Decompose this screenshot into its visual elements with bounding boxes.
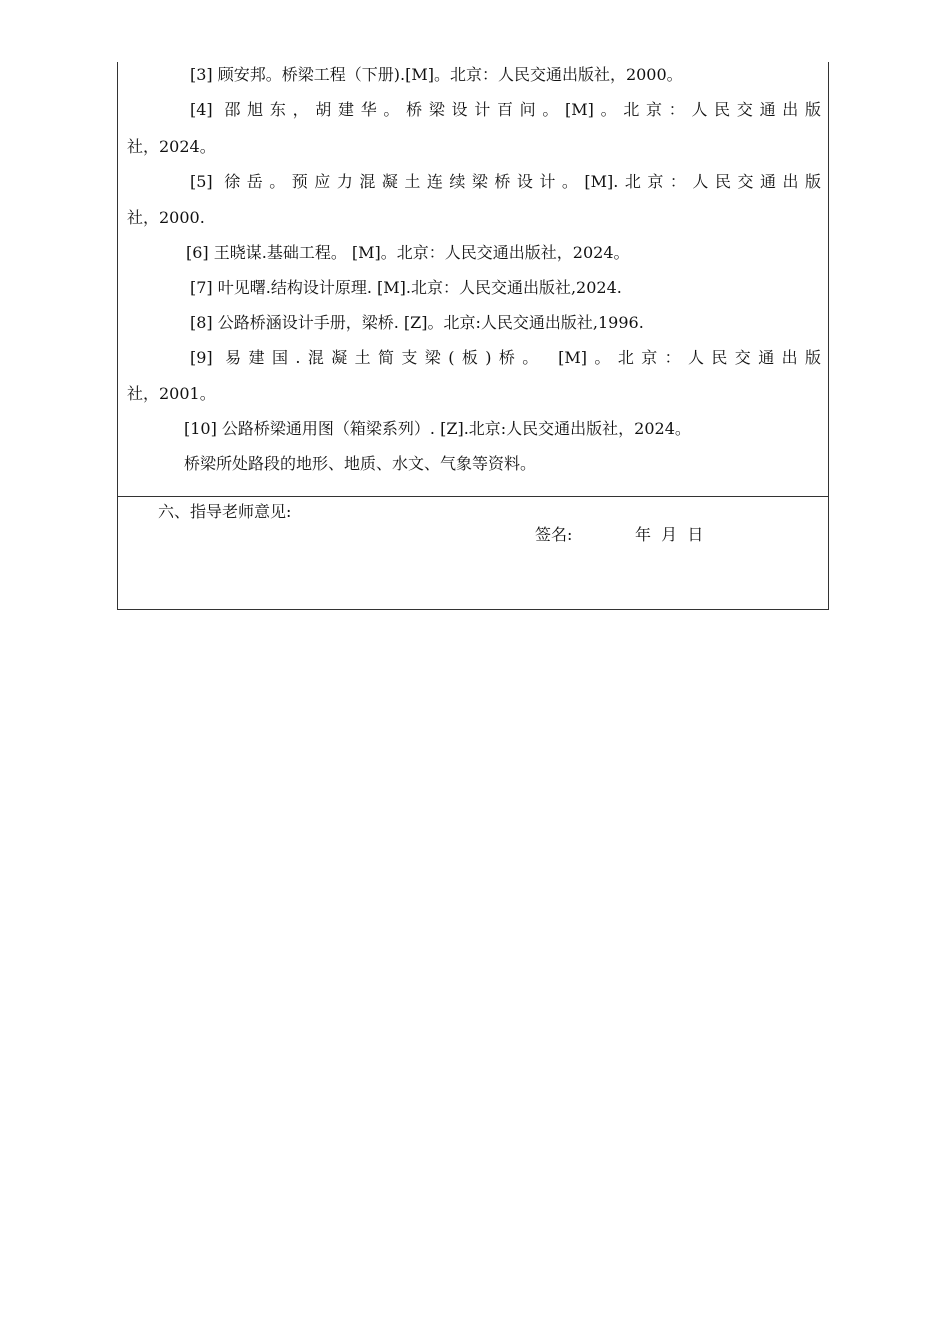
supplementary-materials: 桥梁所处路段的地形、地质、水文、气象等资料。: [184, 454, 537, 473]
reference-7: [7] 叶见曙.结构设计原理. [M].北京：人民交通出版社,2024.: [190, 278, 622, 297]
reference-4-line-2: 社，2024。: [127, 137, 216, 156]
advisor-opinion-cell: [118, 497, 828, 610]
reference-3: [3] 顾安邦。桥梁工程（下册).[M]。北京：人民交通出版社，2000。: [190, 65, 683, 84]
date-label: 年 月 日: [635, 525, 704, 544]
reference-9-line-2: 社，2001。: [127, 384, 216, 403]
reference-5-line-1: [5] 徐岳。预应力混凝土连续梁桥设计。[M].北京：人民交通出版: [190, 172, 821, 191]
signature-label: 签名:: [535, 525, 573, 544]
reference-10: [10] 公路桥梁通用图（箱梁系列）. [Z].北京:人民交通出版社，2024。: [184, 419, 691, 438]
form-table: [117, 62, 829, 610]
reference-9-line-1: [9] 易建国.混凝土简支梁(板)桥。 [M]。北京：人民交通出版: [190, 348, 821, 367]
advisor-opinion-heading: 六、指导老师意见:: [158, 502, 292, 521]
references-cell: [118, 62, 828, 497]
reference-6: [6] 王晓谋.基础工程。 [M]。北京：人民交通出版社，2024。: [186, 243, 630, 262]
reference-5-line-2: 社，2000.: [127, 208, 205, 227]
reference-4-line-1: [4] 邵旭东，胡建华。桥梁设计百问。[M]。北京：人民交通出版: [190, 100, 821, 119]
reference-8: [8] 公路桥涵设计手册，梁桥. [Z]。北京:人民交通出版社,1996.: [190, 313, 644, 332]
